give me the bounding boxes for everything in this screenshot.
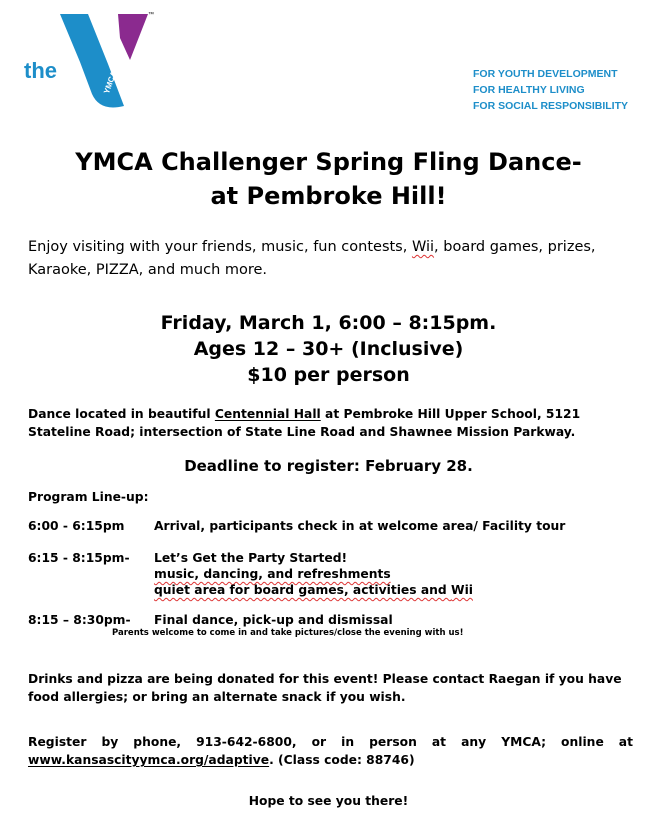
logo-ymca-text: YMCA [102, 69, 119, 96]
schedule-sub-text: music, dancing, and refreshments [154, 567, 391, 581]
location-text-cont: at Pembroke Hill Upper School, 5121 Stateline Road; intersection of State Line Road and Shawnee Mission Parkway. [28, 407, 581, 439]
schedule-desc: Let’s Get the Party Started! [154, 551, 348, 565]
drinks-paragraph: Drinks and pizza are being donated for this event! Please contact Raegan if you have food allergies; or bring an alternate snack if you wish. [28, 672, 622, 704]
schedule-time: 6:15 - 8:15pm- [28, 551, 130, 565]
intro-text-cont: , board games, prizes, Karaoke, PIZZA, and much more. [28, 239, 596, 278]
register-link[interactable]: www.kansascityymca.org/adaptive [28, 753, 270, 767]
title-line-2: at Pembroke Hill! [210, 182, 447, 210]
location-text: Dance located in beautiful [28, 407, 215, 421]
schedule-sub-item [154, 582, 473, 599]
intro-text: Enjoy visiting with your friends, music, fun contests, [28, 239, 412, 255]
parents-note: Parents welcome to come in and take pictures/close the evening with us! [112, 628, 464, 638]
tagline [473, 66, 628, 114]
trademark-symbol: ™ [148, 12, 154, 18]
schedule-time: 8:15 – 8:30pm- [28, 613, 131, 627]
event-price: $10 per person [247, 364, 410, 386]
schedule-desc: Arrival, participants check in at welcome area/ Facility tour [154, 519, 566, 533]
event-ages: Ages 12 – 30+ (Inclusive) [193, 338, 464, 360]
location-hall: Centennial Hall [214, 407, 321, 421]
registration-deadline: Deadline to register: February 28. [184, 457, 473, 475]
schedule-sub-item [154, 566, 391, 583]
register-paragraph [28, 733, 633, 769]
intro-paragraph [28, 236, 633, 282]
schedule-sub-text: quiet area for board games, activities and [154, 583, 451, 597]
closing-text: Hope to see you there! [248, 794, 409, 808]
schedule-desc: Final dance, pick-up and dismissal [154, 613, 393, 627]
intro-wii: Wii [411, 239, 435, 255]
schedule-time: 6:00 - 6:15pm [28, 519, 125, 533]
page-title [0, 145, 657, 213]
ymca-logo [22, 10, 162, 110]
tagline-line: FOR SOCIAL RESPONSIBILITY [473, 100, 628, 112]
schedule-sub-wii: Wii [451, 583, 473, 597]
logo-the-text: the [24, 58, 57, 83]
title-line-1: YMCA Challenger Spring Fling Dance- [75, 148, 582, 176]
register-text-cont: . (Class code: 88746) [269, 753, 415, 767]
register-text: Register by phone, 913-642-6800, or in person at any YMCA; online at [28, 735, 633, 749]
event-date: Friday, March 1, 6:00 – 8:15pm. [160, 312, 497, 334]
tagline-line: FOR YOUTH DEVELOPMENT [473, 68, 618, 80]
event-details [0, 310, 657, 388]
tagline-line: FOR HEALTHY LIVING [473, 84, 585, 96]
location-paragraph [28, 405, 633, 441]
lineup-label: Program Line-up: [28, 490, 149, 504]
